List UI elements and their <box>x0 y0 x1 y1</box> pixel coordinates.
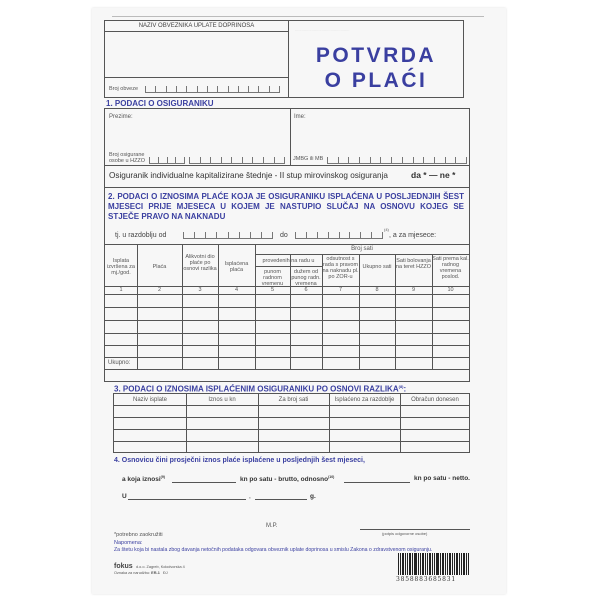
amount-label <box>122 475 165 483</box>
table-row[interactable] <box>105 334 469 345</box>
table-row[interactable] <box>105 308 469 320</box>
payer-id-input[interactable] <box>145 83 280 92</box>
section4-heading: 4. Osnovicu čini prosječni iznos plaće isplaćene u posljednjih šest mjeseci, <box>114 457 365 464</box>
t2-group-line <box>255 254 469 255</box>
col-header-3: Alikvotni dio plaće po osnovi razlika <box>183 254 217 272</box>
t3-header-3: Za broj sati <box>278 397 309 403</box>
form-title-line1: POTVRDA <box>315 44 437 67</box>
year-label: g. <box>310 493 316 500</box>
t3-header-1: Naziv isplate <box>132 397 167 403</box>
insured-id-label-line1: Broj osigurane <box>109 152 145 158</box>
section1-heading: 1. PODACI O OSIGURANIKU <box>106 99 214 108</box>
col-num-6: 6 <box>304 287 308 293</box>
insured-id-label-line2: osobe u HZZO <box>109 158 146 164</box>
date-input[interactable] <box>255 499 307 500</box>
period-month-label: , a za mjesece: <box>389 232 437 239</box>
payer-id-divider <box>105 77 288 78</box>
payer-id-label: Broj obveze <box>109 86 139 92</box>
signature-caption: (potpis odgovorne osobe) <box>382 531 428 536</box>
note-heading: Napomena: <box>114 540 143 546</box>
insured-id-input-part1[interactable] <box>149 154 185 163</box>
order-label: Oznaka za narudžbu: <box>114 571 151 575</box>
date-separator: , <box>249 493 251 500</box>
gross-amount-input[interactable] <box>172 482 236 483</box>
table2-top <box>105 244 469 245</box>
t2-bottom <box>105 369 469 370</box>
place-input[interactable] <box>128 499 246 500</box>
col-num-5: 5 <box>270 287 275 293</box>
total-label: Ukupno: <box>108 360 131 366</box>
col-num-1: 1 <box>119 287 123 293</box>
amount-label-text: a koja iznosi <box>122 476 161 484</box>
col-header-6: dužem od punog radn. vremena <box>291 269 321 287</box>
section3-heading-text: 3. PODACI O IZNOSIMA ISPLAĆENIM OSIGURANIKU PO OSNOVI RAZLIKA <box>114 384 399 394</box>
place-label: U <box>122 493 127 500</box>
t3-header-4: Isplaćeno za razdoblje <box>334 397 395 403</box>
insured-id-label <box>109 152 145 164</box>
col-header-10: Sati prema kal. radnog vremena poslod. <box>432 256 469 280</box>
ghost-text: ................................................. <box>295 27 350 32</box>
period-from-label: tj. u razdoblju od <box>115 232 167 239</box>
top-rule <box>112 16 484 17</box>
stamp-label: M.P. <box>266 523 278 529</box>
table-row[interactable] <box>114 430 469 441</box>
pension-answer-toggle[interactable]: da * — ne * <box>411 170 456 180</box>
col-num-2: 2 <box>157 287 162 293</box>
table-row[interactable] <box>114 442 469 452</box>
gross-sup: (10) <box>328 475 335 479</box>
net-amount-input[interactable] <box>344 482 410 483</box>
t2-subgroup-line <box>255 266 322 267</box>
hours-group-header: Broj sati <box>351 246 373 252</box>
section1-divider <box>290 109 291 165</box>
section3-table <box>113 393 470 453</box>
table-row[interactable] <box>114 418 469 429</box>
name-field[interactable] <box>315 113 465 143</box>
col-num-7: 7 <box>338 287 343 293</box>
section1-box <box>104 108 470 188</box>
net-label: kn po satu - netto. <box>414 475 470 482</box>
surname-label: Prezime: <box>109 114 133 120</box>
order-suffix: ĐJ <box>162 571 168 575</box>
order-code: ER-1 <box>151 571 160 575</box>
col-num-3: 3 <box>198 287 202 293</box>
table-row[interactable] <box>114 406 469 417</box>
barcode <box>398 553 470 575</box>
period-note: (4) <box>384 227 389 232</box>
gross-label <box>240 475 334 483</box>
period-from-input[interactable] <box>183 229 273 238</box>
col-num-10: 10 <box>447 287 454 293</box>
circle-note: *potrebno zaokružiti <box>114 532 163 538</box>
form-page <box>92 8 506 594</box>
pension-divider <box>105 165 469 166</box>
insured-id-input-part2[interactable] <box>189 154 285 163</box>
payer-label-divider <box>105 31 288 32</box>
col-header-5: punom radnom vremenu <box>261 269 284 287</box>
pension-question: Osiguranik individualne kapitalizirane štednje - II stup mirovinskog osiguranja <box>109 171 388 180</box>
jmbg-input[interactable] <box>327 154 467 163</box>
period-to-label: do <box>280 232 288 239</box>
publisher-address: d.o.o. Zagreb, Kolodvorska 4 <box>136 565 185 569</box>
table-row[interactable] <box>105 321 469 333</box>
section2-box <box>104 188 470 382</box>
form-title-line2: O PLAĆI <box>324 69 428 92</box>
name-label: Ime: <box>294 114 306 120</box>
payer-name-field[interactable] <box>107 33 287 75</box>
total-row[interactable] <box>137 358 469 369</box>
order-info <box>114 571 168 575</box>
col-header-4: Isplaćena plaća <box>224 261 249 273</box>
col-num-8: 8 <box>375 287 379 293</box>
col-header-7: odsutnost s rada s pravom na naknadu pl. po ZOR-u <box>322 256 359 280</box>
note-text: Za štetu koja bi nastala zbog davanja netočnih podataka odgovara obveznik uplate doprinosa u smislu Zakona o zdravstvenom osiguranju. <box>114 547 433 553</box>
amount-sup: (9) <box>160 475 165 479</box>
col-header-8: Ukupno sati <box>362 264 392 270</box>
t3-header-2: Iznos u kn <box>208 397 236 403</box>
col-num-9: 9 <box>411 287 416 293</box>
gross-label-text: kn po satu - brutto, odnosno <box>240 476 329 484</box>
t3-header-5: Obračun donesen <box>411 397 459 403</box>
table-row[interactable] <box>105 295 469 307</box>
section2-heading: 2. PODACI O IZNOSIMA PLAĆE KOJA JE OSIGURANIKU ISPLAĆENA U POSLJEDNJIH ŠEST MJESECI PRIJE MJESECA U KOJEM JE NASTUPIO SLUČAJ NA OSNOVU KOJEG SE STJEČE PRAVO NA NAKNADU <box>108 192 464 221</box>
signature-line[interactable] <box>360 529 470 530</box>
table-row[interactable] <box>105 346 469 357</box>
jmbg-label: JMBG ili MB <box>293 156 324 162</box>
section3-heading-sup: (8) <box>398 384 404 389</box>
barcode-number: 3858883685831 <box>396 576 457 583</box>
surname-field[interactable] <box>135 113 285 143</box>
work-subgroup-header: provedenih na radu u <box>262 258 315 264</box>
col-header-2: Plaća <box>152 264 167 270</box>
payer-box <box>104 20 289 98</box>
section3-heading-suffix: : <box>403 384 407 394</box>
payer-label: NAZIV OBVEZNIKA UPLATE DOPRINOSA <box>138 23 255 29</box>
col-header-9: Sati bolovanja na teret HZZO <box>395 258 432 270</box>
title-box <box>289 20 464 98</box>
col-num-4: 4 <box>234 287 239 293</box>
col-header-1: Isplata izvršena za mj./god. <box>107 258 135 276</box>
period-to-input[interactable] <box>295 229 383 238</box>
publisher-brand: fokus <box>114 563 133 570</box>
